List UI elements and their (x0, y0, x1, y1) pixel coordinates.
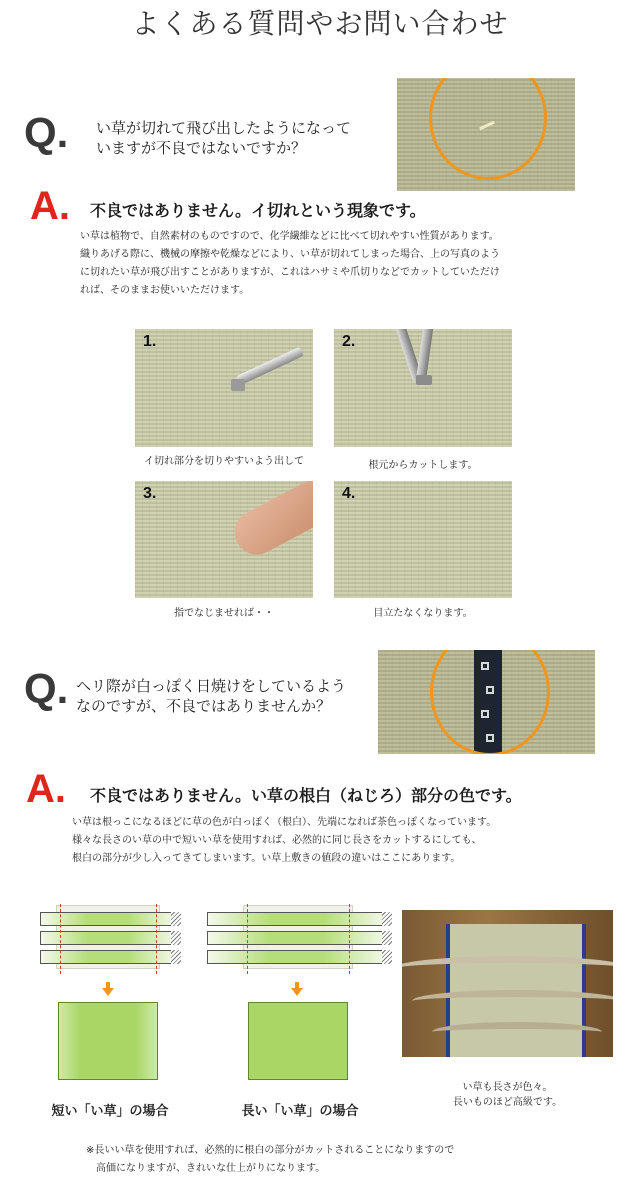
cut-line-right (156, 904, 157, 974)
step-caption-4: 目立たなくなります。 (373, 608, 473, 619)
a-letter: A (30, 184, 59, 228)
cut-line-left (60, 904, 61, 974)
cut-line-left (247, 904, 248, 974)
a-dot: . (54, 767, 67, 811)
answer-1-body: い草は植物で、自然素材のものですので、化学繊維などに比べて切れやすい性質があります。 織りあげる際に、機械の摩擦や乾燥などにより、い草が切れてしまった場合、上の写真のよう に切れたい草が飛び出すことがありますが、これはハサミや爪切りなどでカットしていただけ れば、そのままお使いいただけます。 (80, 231, 500, 296)
q-mark-2 (24, 665, 69, 712)
rush-bundle (432, 1022, 602, 1042)
step-caption-2: 根元からカットします。 (368, 460, 478, 471)
q-mark-1 (24, 109, 69, 156)
q-letter: Q (24, 109, 57, 156)
short-rush-caption: 短い「い草」の場合 (51, 1104, 169, 1119)
step-photo-1 (135, 329, 313, 447)
rush-bundle (402, 956, 613, 982)
arrow-head (291, 988, 303, 996)
clipper-icon (236, 347, 304, 386)
page-title: よくある質問やお問い合わせ (131, 7, 509, 40)
step-number-3: 3. (143, 485, 157, 502)
rush-strip (207, 931, 387, 945)
answer-2-heading: 不良ではありません。い草の根白（ねじろ）部分の色です。 (90, 786, 522, 805)
step-photo-4 (334, 481, 512, 598)
answer-2-body: い草は根っこになるほどに草の色が白っぽく（根白）、先端になれば茶色っぽくなっています。 様々な長さのい草の中で短いい草を使用すれば、必然的に同じ長さをカットするにしても、 根白の部分が少し入ってきてしまいます。い草上敷きの値段の違いはここにあります。 (72, 817, 497, 864)
clipper-arm (416, 329, 433, 377)
arrow-head (102, 988, 114, 996)
rush-strip (207, 912, 387, 926)
q-dot: . (56, 665, 69, 712)
step-photo-3 (135, 481, 313, 598)
step-caption-3: 指でなじませれば・・ (174, 608, 274, 619)
rush-length-photo (402, 910, 613, 1057)
rush-photo-caption: い草も長さが色々。 長いものほど高級です。 (452, 1082, 563, 1108)
result-mat-short (58, 1002, 158, 1080)
cut-line-right (349, 904, 350, 974)
step-number-1: 1. (143, 333, 157, 350)
rush-strip (207, 950, 387, 964)
highlight-circle (429, 78, 547, 180)
answer-1-heading: 不良ではありません。イ切れという現象です。 (90, 201, 426, 220)
clipper-head (231, 379, 245, 391)
step-number-2: 2. (342, 333, 356, 350)
rush-bundle (412, 990, 613, 1012)
question-1-text: い草が切れて飛び出したようになって いますが不良ではないですか？ (96, 119, 352, 157)
clipper-head (416, 375, 432, 385)
faq2-main-photo (378, 650, 595, 754)
result-mat-long (248, 1002, 348, 1080)
a-mark-2 (26, 769, 66, 809)
step-number-4: 4. (342, 485, 356, 502)
a-dot: . (58, 184, 71, 228)
step-photo-2 (334, 329, 512, 447)
question-2-text: ヘリ際が白っぽく日焼けをしているよう なのですが、不良ではありませんか？ (76, 677, 347, 715)
a-letter: A (26, 767, 55, 811)
q-dot: . (56, 109, 69, 156)
a-mark-1 (30, 186, 70, 226)
footnote: ※長いい草を使用すれば、必然的に根白の部分がカットされることになりますので 高価になりますが、きれいな仕上がりになります。 (86, 1145, 455, 1174)
q-letter: Q (24, 665, 57, 712)
finger-icon (227, 481, 313, 562)
faq1-main-photo (397, 78, 575, 191)
highlight-circle (430, 650, 550, 754)
step-caption-1: イ切れ部分を切りやすいよう出して (144, 456, 304, 467)
long-rush-caption: 長い「い草」の場合 (241, 1104, 359, 1119)
